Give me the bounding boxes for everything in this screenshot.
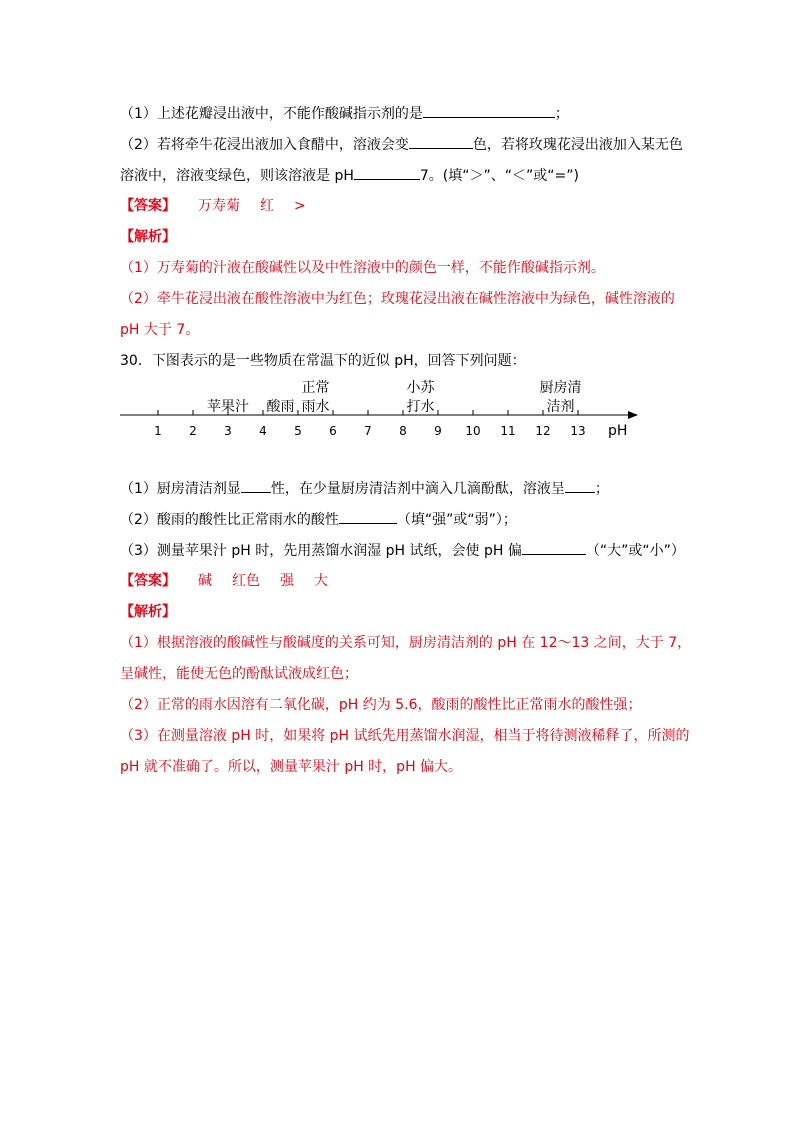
ph-tick-label: 10 bbox=[465, 424, 481, 438]
ph-tick-label: 11 bbox=[500, 424, 516, 438]
ph-substance-label: 苹果汁 bbox=[207, 399, 249, 415]
q29-part2-line1: （2）若将牵牛花浸出液加入食醋中，溶液会变 色，若将玫瑰花浸出液加入某无色 bbox=[120, 134, 683, 155]
q30-part2: （2）酸雨的酸性比正常雨水的酸性 （填“强”或“弱”）； bbox=[120, 509, 517, 530]
q30-analysis-line: （1）根据溶液的酸碱性与酸碱度的关系可知，厨房清洁剂的 pH 在 12～13 之间，大于 7， bbox=[120, 635, 692, 651]
ph-tick-label: 7 bbox=[364, 424, 372, 438]
q29-part2-line2: 溶液中，溶液变绿色，则该溶液是 pH 7。(填“＞”、“＜”或“=”) bbox=[120, 165, 579, 186]
answer-blank[interactable] bbox=[339, 509, 397, 524]
ph-substance-label: 正常 bbox=[301, 380, 330, 396]
ph-tick-label: 9 bbox=[434, 424, 442, 438]
q29-analysis-tag: 【解析】 bbox=[120, 229, 176, 245]
q29-part1: （1）上述花瓣浸出液中，不能作酸碱指示剂的是 ； bbox=[120, 103, 569, 124]
ph-tick-label: 8 bbox=[399, 424, 407, 438]
ph-tick-label: 12 bbox=[535, 424, 551, 438]
answer-blank[interactable] bbox=[354, 165, 420, 180]
answer-tag: 【答案】 bbox=[120, 573, 176, 589]
q30-stem: 30．下图表示的是一些物质在常温下的近似 pH，回答下列问题： bbox=[120, 353, 526, 369]
ph-substance-label: 打水 bbox=[406, 399, 435, 415]
ph-tick-label: 13 bbox=[570, 424, 586, 438]
ph-unit-label: pH bbox=[608, 423, 628, 439]
q30-analysis-line: 呈碱性，能使无色的酚酞试液成红色； bbox=[120, 666, 358, 682]
ph-substance-label: 小苏 bbox=[406, 380, 435, 396]
answer-values: 万寿菊 红 > bbox=[198, 198, 306, 214]
q30-part3: （3）测量苹果汁 pH 时，先用蒸馏水润湿 pH 试纸，会使 pH 偏 （“大”或“小”） bbox=[120, 540, 685, 561]
ph-tick-label: 4 bbox=[259, 424, 267, 438]
answer-tag: 【答案】 bbox=[120, 198, 176, 214]
q30-part1: （1）厨房清洁剂显 性，在少量厨房清洁剂中滴入几滴酚酞，溶液呈 ； bbox=[120, 478, 609, 499]
answer-blank[interactable] bbox=[241, 478, 271, 493]
q29-analysis-line: （1）万寿菊的汁液在酸碱性以及中性溶液中的颜色一样，不能作酸碱指示剂。 bbox=[120, 260, 605, 276]
ph-tick-label: 6 bbox=[329, 424, 337, 438]
q29-analysis-line: （2）牵牛花浸出液在酸性溶液中为红色；玫瑰花浸出液在碱性溶液中为绿色，碱性溶液的 bbox=[120, 291, 675, 307]
q29-answer bbox=[120, 196, 326, 216]
ph-tick-label: 2 bbox=[189, 424, 197, 438]
q29-analysis-line: pH 大于 7。 bbox=[120, 322, 200, 338]
ph-axis-arrow bbox=[628, 411, 638, 419]
ph-substance-label: 厨房清 bbox=[539, 380, 582, 396]
ph-substance-label: 酸雨 bbox=[266, 399, 295, 415]
answer-blank[interactable] bbox=[565, 478, 595, 493]
ph-scale-diagram bbox=[110, 374, 650, 444]
q30-analysis-line: （3）在测量溶液 pH 时，如果将 pH 试纸先用蒸馏水润湿，相当于将待测液稀释了，所测的 bbox=[120, 728, 690, 744]
ph-tick-label: 3 bbox=[224, 424, 232, 438]
answer-blank[interactable] bbox=[423, 103, 555, 118]
q30-analysis-line: pH 就不准确了。所以，测量苹果汁 pH 时，pH 偏大。 bbox=[120, 759, 463, 775]
ph-tick-label: 1 bbox=[154, 424, 162, 438]
ph-substance-label: 洁剂 bbox=[546, 399, 575, 415]
q30-answer bbox=[120, 571, 348, 591]
answer-values: 碱 红色 强 大 bbox=[198, 573, 328, 589]
ph-substance-label: 雨水 bbox=[301, 399, 330, 415]
answer-blank[interactable] bbox=[522, 540, 586, 555]
q30-analysis-tag: 【解析】 bbox=[120, 604, 176, 620]
ph-tick-label: 5 bbox=[294, 424, 302, 438]
answer-blank[interactable] bbox=[409, 134, 473, 149]
q30-analysis-line: （2）正常的雨水因溶有二氧化碳，pH 约为 5.6，酸雨的酸性比正常雨水的酸性强； bbox=[120, 697, 642, 713]
